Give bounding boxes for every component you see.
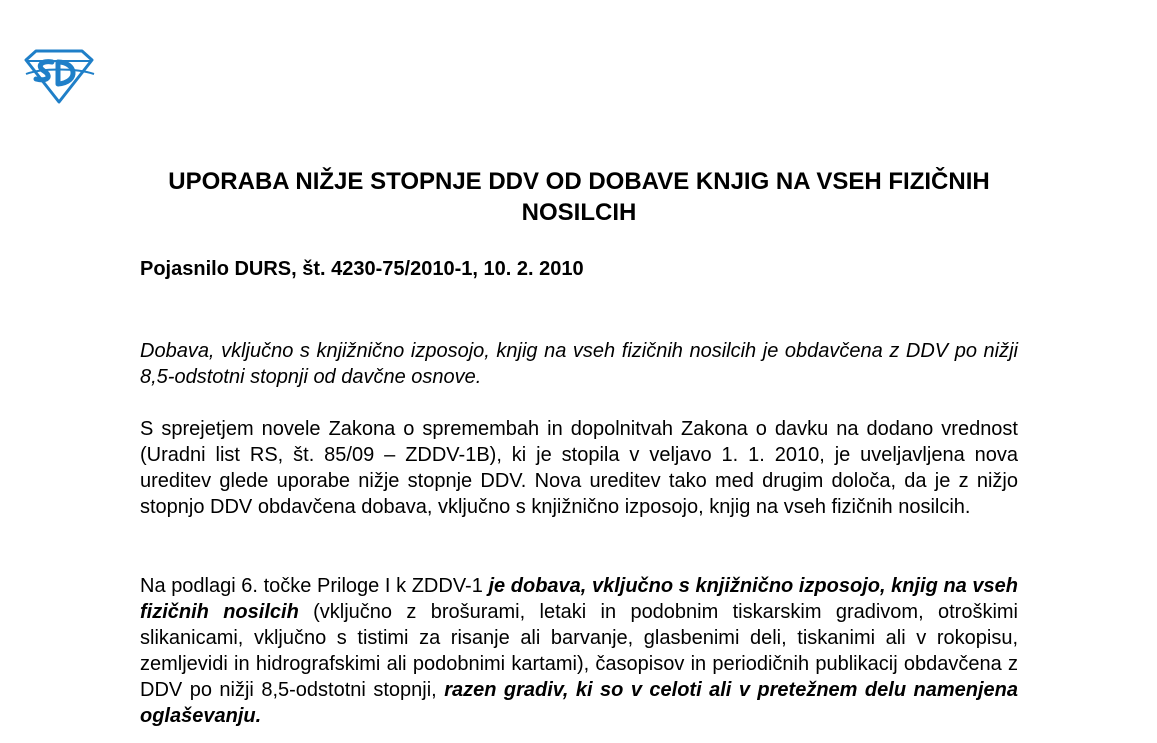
emphasis-text: je dobava, vključno s knjižnično izposojo, knjig na vseh fizičnih nosilcih bbox=[140, 575, 1018, 623]
paragraph-text: (vključno z brošurami, letaki in podobnim tiskarskim gradivom, otroškimi slikanicami, vključno s tistimi za risanje ali barvanje, glasbenimi deli, tiskanimi ali v rokopisu, zemljevidi in hidrografskimi ali podobnimi kartami), časopisov in periodičnih publikacij obdavčena z DDV po nižji 8,5-odstotni stopnji, bbox=[140, 601, 1018, 701]
sd-logo-icon bbox=[22, 48, 96, 104]
summary-paragraph: Dobava, vključno s knjižnično izposojo, knjig na vseh fizičnih nosilcih je obdavčena z DDV po nižji 8,5-odstotni stopnji od davčne osnove. bbox=[140, 340, 1018, 388]
emphasis-text: razen gradiv, ki so v celoti ali v pretežnem delu namenjena oglaševanju. bbox=[140, 679, 1019, 727]
document-subtitle: Pojasnilo DURS, št. 4230-75/2010-1, 10. 2. 2010 bbox=[140, 258, 584, 280]
document-title: UPORABA NIŽJE STOPNJE DDV OD DOBAVE KNJIG NA VSEH FIZIČNIH NOSILCIH bbox=[168, 168, 990, 226]
body-paragraph-1: S sprejetjem novele Zakona o spremembah in dopolnitvah Zakona o davku na dodano vrednost (Uradni list RS, št. 85/09 – ZDDV-1B), ki je stopila v veljavo 1. 1. 2010, je uveljavljena nova ureditev glede uporabe nižje stopnje DDV. Nova ureditev tako med drugim določa, da je z nižjo stopnjo DDV obdavčena dobava, vključno s knjižnično izposojo, knjig na vseh fizičnih nosilcih. bbox=[140, 418, 1018, 518]
body-paragraph-2 bbox=[140, 573, 1018, 729]
paragraph-text: Na podlagi 6. točke Priloge I k ZDDV-1 bbox=[140, 575, 489, 597]
